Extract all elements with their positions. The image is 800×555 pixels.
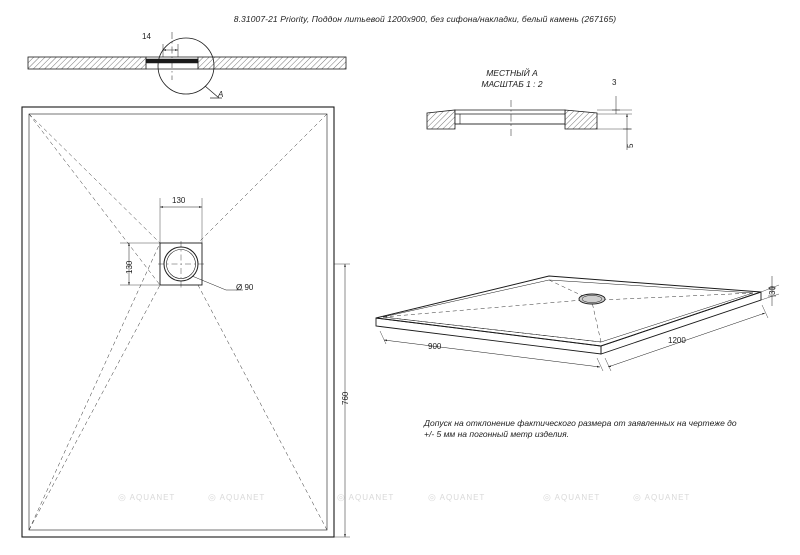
detail-a-view [427,96,632,150]
watermark: ◎ AQUANET [543,492,601,502]
watermark: ◎ AQUANET [337,492,395,502]
dim-drain-height: 130 [125,260,134,274]
dim-iso-edge-height: 30 [768,286,777,295]
callout-letter-a: А [218,90,224,99]
watermark: ◎ AQUANET [633,492,691,502]
detail-a-title-line1: МЕСТНЫЙ А [486,68,538,78]
dim-iso-width-left: 900 [428,342,442,351]
dim-drain-width: 130 [172,196,186,205]
tolerance-note: Допуск на отклонение фактического размера от заявленных на чертеже до +/- 5 мм на погонный метр изделия. [424,418,737,440]
isometric-view [376,276,779,371]
dim-plan-height: 760 [341,391,350,405]
page-title: 8.31007-21 Priority, Поддон литьевой 1200x900, без сифона/накладки, белый камень (267165) [233,14,617,24]
plan-view [22,107,350,537]
watermark: ◎ AQUANET [428,492,486,502]
detail-a-title-line2: МАСШТАБ 1 : 2 [481,79,543,89]
dim-detail-side: 5 [626,143,635,148]
dim-detail-top: 3 [612,78,617,87]
dim-iso-width-right: 1200 [668,336,686,345]
watermark: ◎ AQUANET [208,492,266,502]
section-view [28,32,346,98]
dim-drain-diameter: Ø 90 [236,283,254,292]
dim-section-thickness: 14 [142,32,151,41]
watermark: ◎ AQUANET [118,492,176,502]
